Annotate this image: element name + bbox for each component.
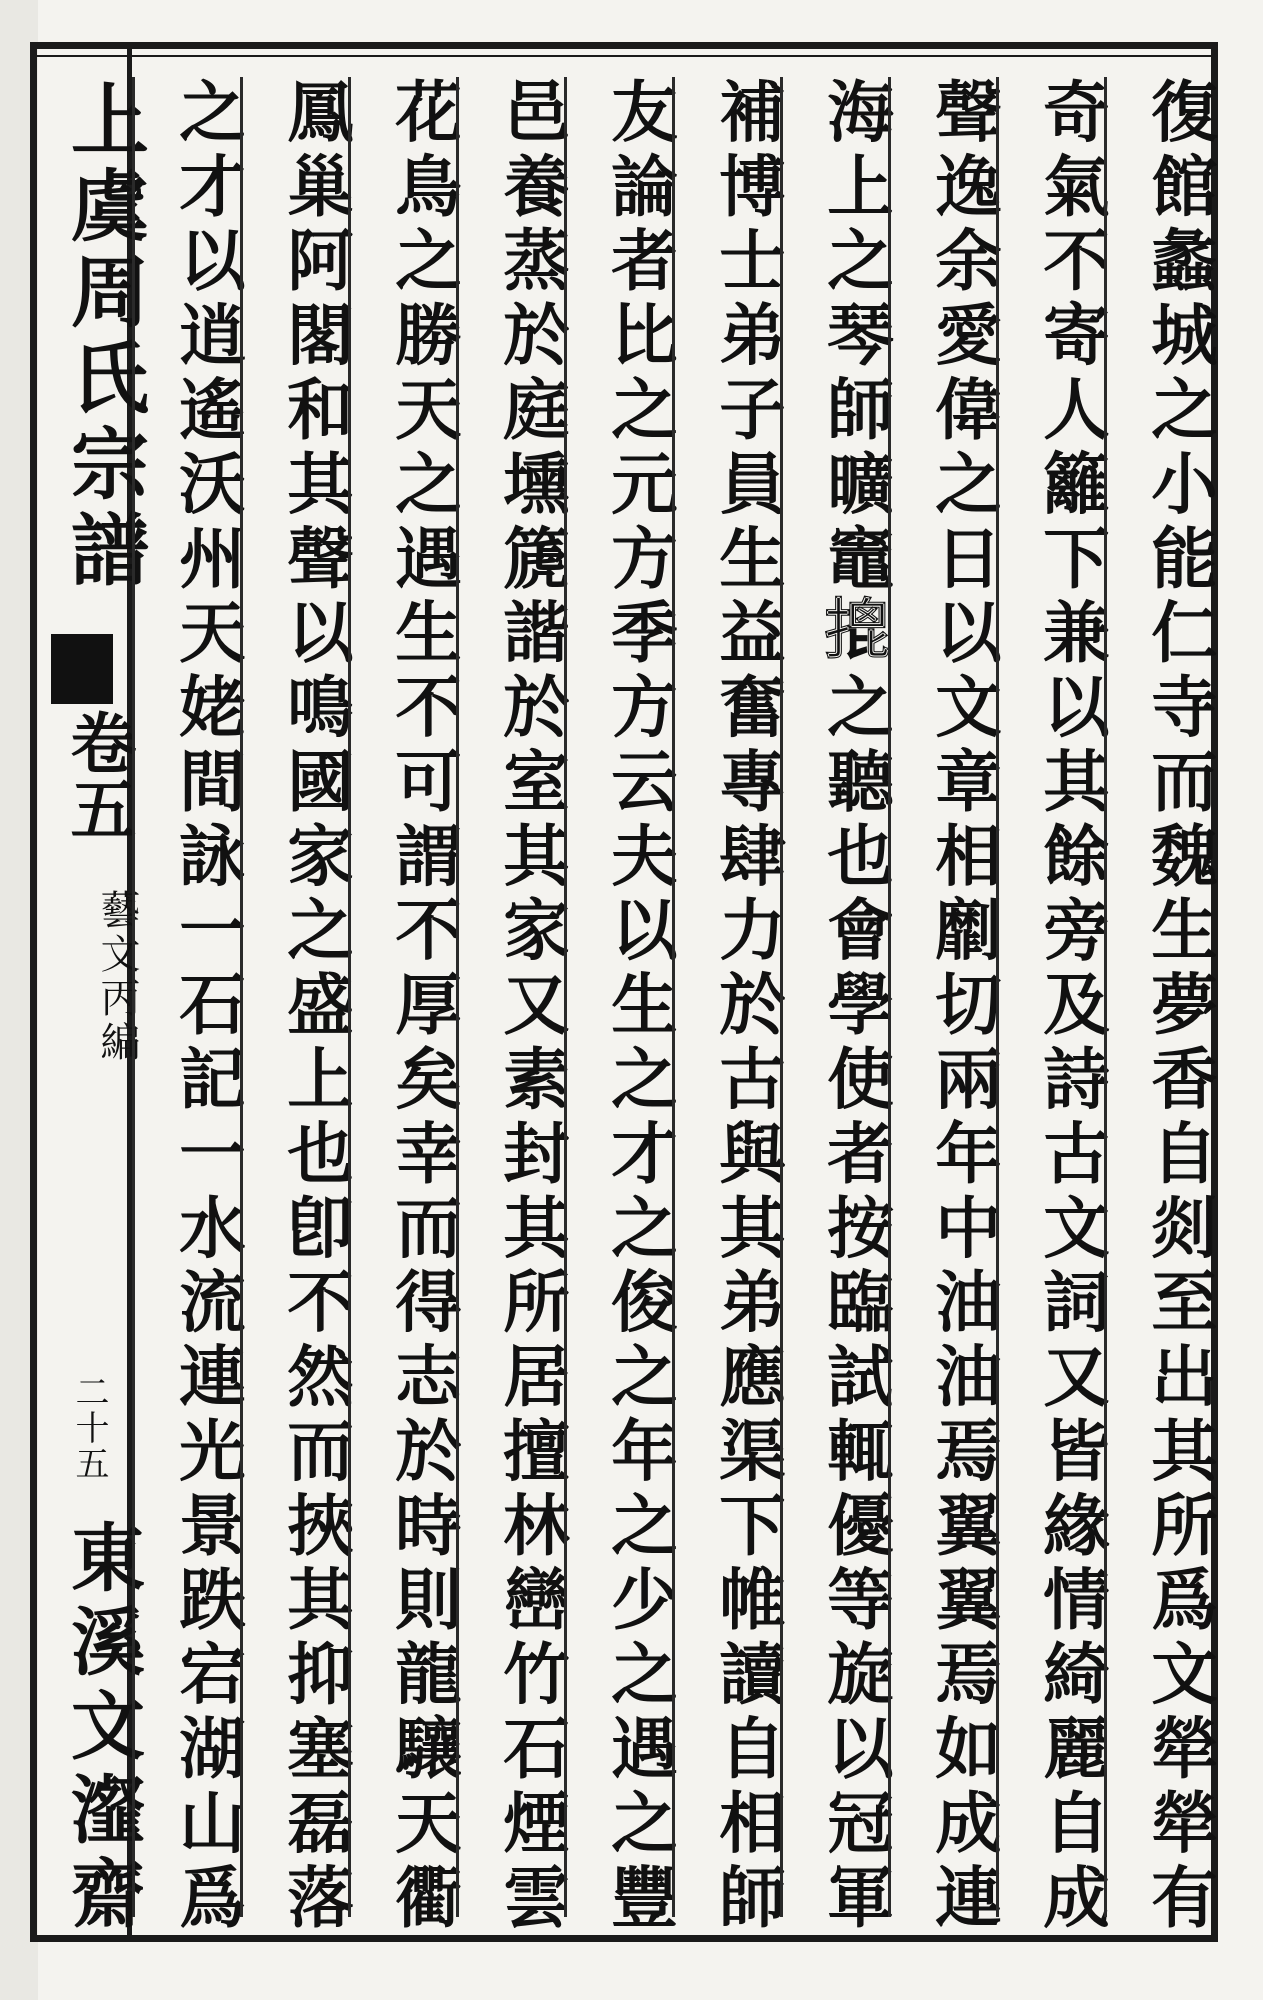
column-text: 海上之琴師曠竈𢱧之聽也會學使者按臨試輒優等旋以冠軍 (816, 77, 894, 1937)
column-text: 邑養蒸於庭壎篪諧於室其家又素封其所居擅林巒竹石煙雲 (492, 77, 570, 1937)
banxin-center-column (37, 49, 149, 1939)
column-text: 補博士弟子員生益奮專肆力於古與其弟應渠下帷讀自相師 (708, 77, 786, 1937)
text-column-3 (888, 77, 1010, 1937)
text-column-5 (672, 77, 794, 1937)
text-column-2 (996, 77, 1118, 1937)
section-name: 藝文丙編 (94, 889, 140, 1065)
text-column-4 (780, 77, 902, 1937)
book-title: 上虞周氏宗譜 (58, 79, 149, 595)
text-column-6 (564, 77, 686, 1937)
column-text: 奇氣不寄人籬下兼以其餘旁及詩古文詞又皆緣情綺麗自成 (1032, 77, 1110, 1937)
page-frame (30, 42, 1218, 1942)
volume-number: 卷五 (59, 709, 137, 841)
column-text: 之才以逍遙沃州天姥間詠一石記一水流連光景跌宕湖山爲 (168, 77, 246, 1937)
text-column-8 (348, 77, 470, 1937)
column-text: 花鳥之勝天之遇生不可謂不厚矣幸而得志於時則龍驤天衢 (384, 77, 462, 1937)
text-column-1 (1104, 77, 1226, 1937)
text-column-10 (132, 77, 254, 1937)
column-text: 聲逸余愛偉之日以文章相劘切兩年中油油焉翼翼焉如成連 (924, 77, 1002, 1937)
page-number: 二十五 (69, 1374, 109, 1482)
column-text: 友論者比之元方季方云夫以生之才之俊之年之少之遇之豐 (600, 77, 678, 1937)
column-text: 復館蠡城之小能仁寺而魏生夢香自剡至出其所爲文犖犖有 (1140, 77, 1218, 1937)
black-fishtail-block (51, 634, 113, 704)
column-text: 鳳巢阿閣和其聲以鳴國家之盛上也卽不然而挾其抑塞磊落 (276, 77, 354, 1937)
text-column-9 (240, 77, 362, 1937)
text-column-7 (456, 77, 578, 1937)
publisher-studio: 東溪文瀣齋 (59, 1519, 145, 1939)
